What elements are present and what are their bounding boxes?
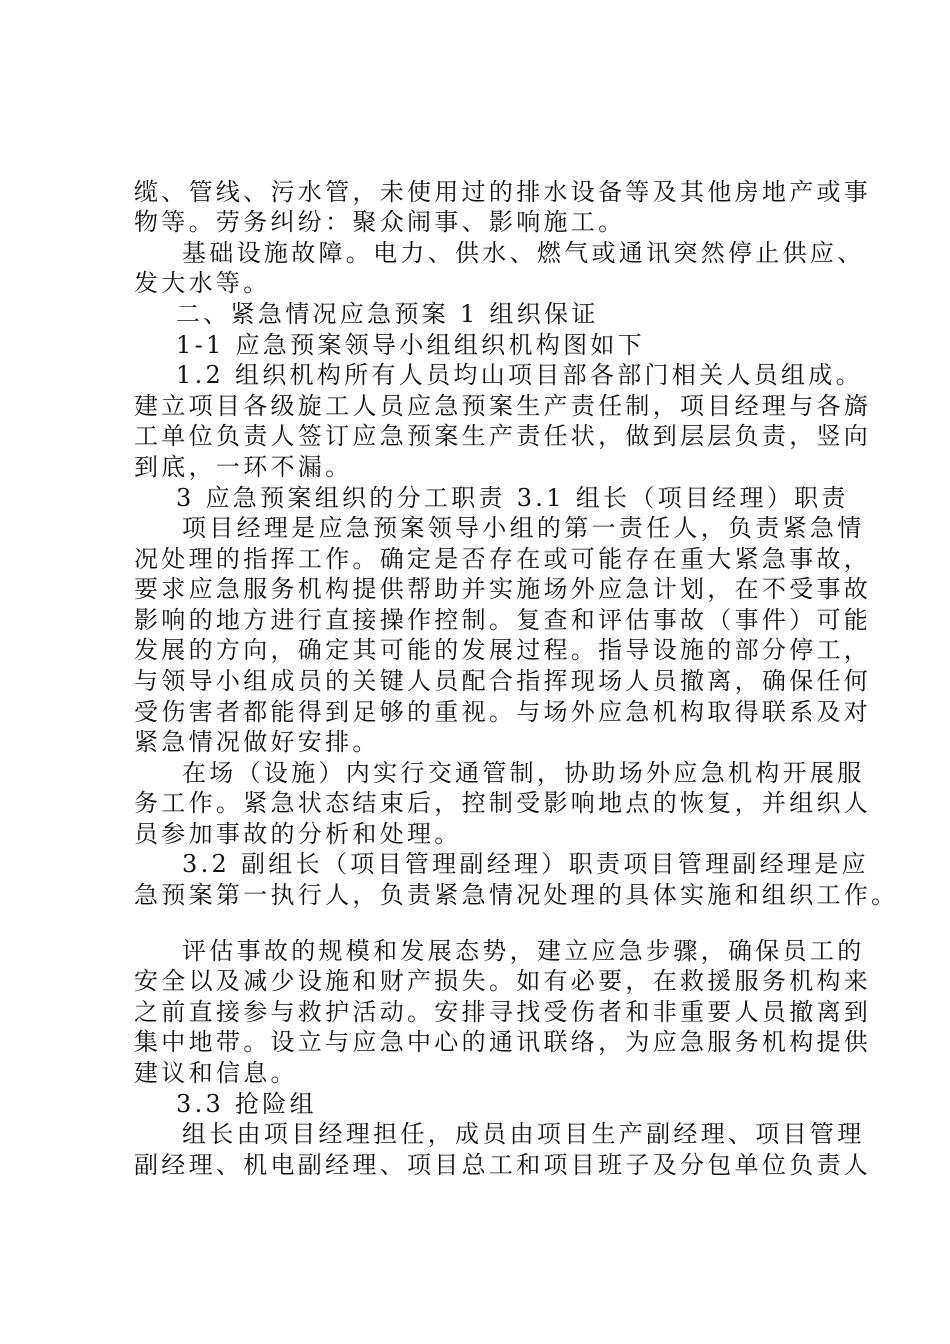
text-line: 基础设施故障。电力、供水、燃气或通讯突然停止供应、 bbox=[182, 239, 865, 267]
text-line: 之前直接参与救护活动。安排寻找受伤者和非重要人员撤离到 bbox=[134, 998, 872, 1026]
text-line: 评估事故的规模和发展态势，建立应急步骤，确保员工的 bbox=[182, 937, 865, 965]
text-line: 集中地带。设立与应急中心的通讯联络，为应急服务机构提供 bbox=[134, 1028, 872, 1056]
text-line: 紧急情况做好安排。 bbox=[134, 728, 380, 756]
text-line: 员参加事故的分析和处理。 bbox=[134, 820, 462, 848]
section-heading: 二、紧急情况应急预案 1 组织保证 bbox=[176, 300, 599, 328]
text-line: 项目经理是应急预案领导小组的第一责任人，负责紧急情 bbox=[182, 514, 865, 542]
text-line: 组长由项目经理担任，成员由项目生产副经理、项目管理 bbox=[182, 1120, 865, 1148]
text-line: 到底，一环不漏。 bbox=[134, 453, 353, 481]
subsection-heading: 3.2 副组长（项目管理副经理）职责项目管理副经理是应 bbox=[182, 850, 869, 878]
text-line: 在场（设施）内实行交通管制，协助场外应急机构开展服 bbox=[182, 759, 865, 787]
text-line: 缆、管线、污水管，未使用过的排水设备等及其他房地产或事 bbox=[134, 178, 872, 206]
text-line: 安全以及减少设施和财产损失。如有必要，在救援服务机构来 bbox=[134, 967, 872, 995]
text-line: 1-1 应急预案领导小组组织机构图如下 bbox=[176, 331, 645, 359]
text-line: 影响的地方进行直接操作控制。复查和评估事故（事件）可能 bbox=[134, 606, 872, 634]
text-line: 物等。劳务纠纷：聚众闹事、影响施工。 bbox=[134, 208, 626, 236]
text-line: 况处理的指挥工作。确定是否存在或可能存在重大紧急事故， bbox=[134, 545, 872, 573]
text-line: 要求应急服务机构提供帮助并实施场外应急计划，在不受事故 bbox=[134, 575, 872, 603]
text-line: 建立项目各级旋工人员应急预案生产责任制，项目经理与各旖 bbox=[134, 392, 872, 420]
subsection-heading: 3 应急预案组织的分工职责 3.1 组长（项目经理）职责 bbox=[176, 484, 849, 512]
text-line: 发大水等。 bbox=[134, 269, 271, 297]
text-line: 受伤害者都能得到足够的重视。与场外应急机构取得联系及对 bbox=[134, 698, 872, 726]
text-line: 工单位负责人签订应急预案生产责任状，做到层层负责，竖向 bbox=[134, 422, 872, 450]
subsection-heading: 3.3 抢险组 bbox=[176, 1090, 317, 1118]
text-line: 副经理、机电副经理、项目总工和项目班子及分包单位负责人 bbox=[134, 1151, 872, 1179]
text-line: 务工作。紧急状态结束后，控制受影响地点的恢复，并组织人 bbox=[134, 789, 872, 817]
text-line: 1.2 组织机构所有人员均山项目部各部门相关人员组成。 bbox=[176, 361, 863, 389]
text-line: 建议和信息。 bbox=[134, 1059, 298, 1087]
text-line: 与领导小组成员的关键人员配合指挥现场人员撤离，确保任何 bbox=[134, 667, 872, 695]
text-line: 发展的方向，确定其可能的发展过程。指导设施的部分停工， bbox=[134, 636, 872, 664]
text-line: 急预案第一执行人，负责紧急情况处理的具体实施和组织工作。 bbox=[134, 881, 899, 909]
